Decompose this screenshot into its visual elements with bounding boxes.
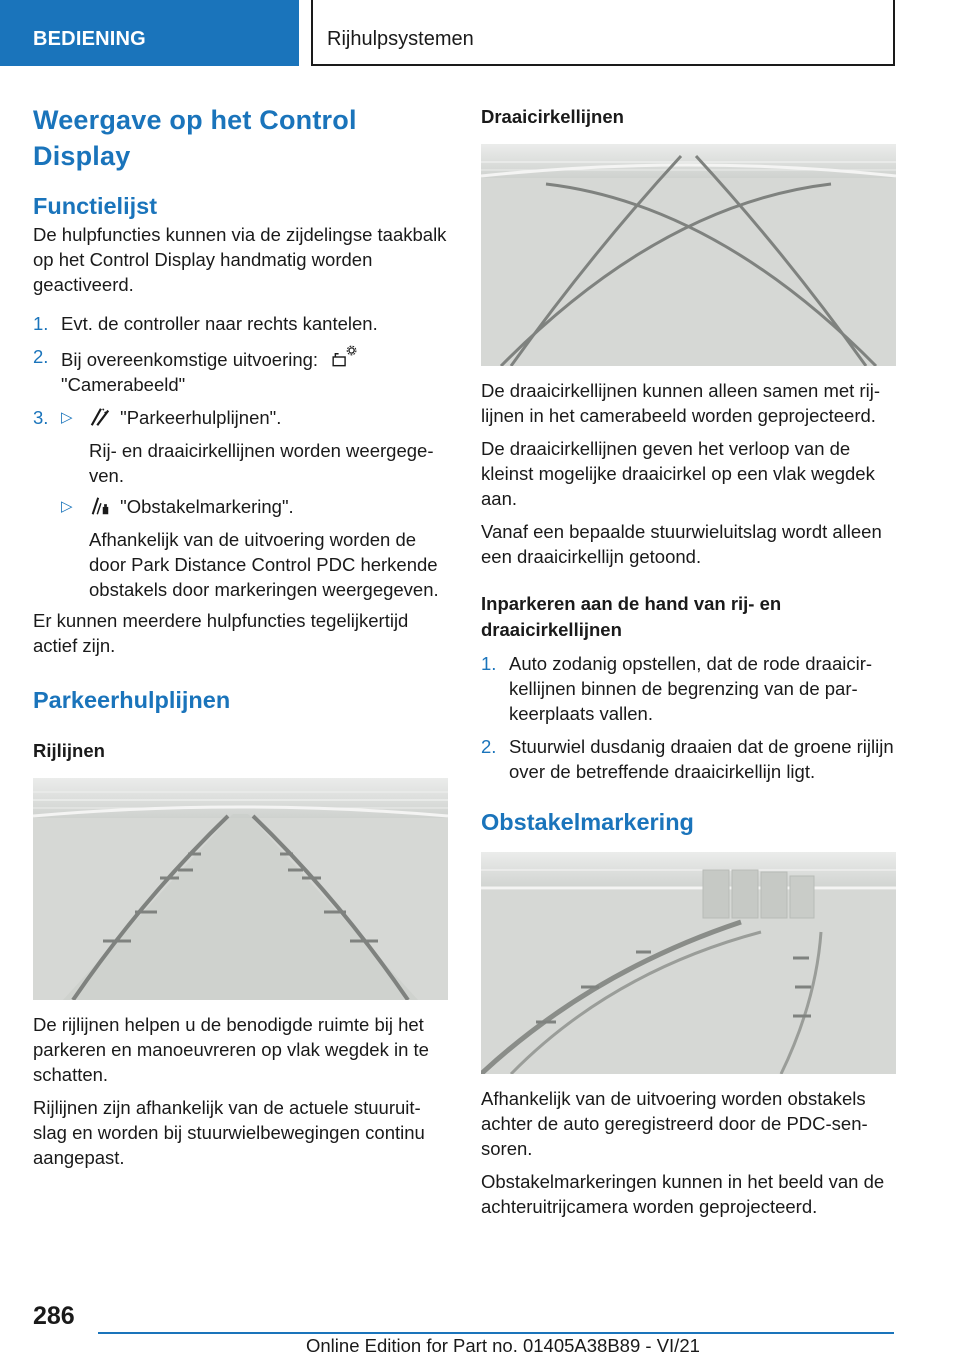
chapter-tab: Rijhulpsystemen	[311, 0, 895, 66]
inparkeren-steps	[481, 651, 896, 784]
right-column	[481, 100, 896, 1219]
list-item	[33, 344, 448, 397]
camera-settings-icon	[329, 344, 359, 370]
functielijst-steps	[33, 311, 448, 488]
step-number: 3.	[33, 407, 49, 428]
draai-text-2: De draaicirkellijnen geven het verloop van de kleinst mogelijke draaicirkel op een vlak wegdek aan.	[481, 438, 875, 509]
list-item	[481, 734, 896, 784]
draai-text-3: Vanaf een bepaalde stuurwieluitslag wordt alleen een draaicirkellijn getoond.	[481, 521, 882, 567]
step-number: 2.	[481, 736, 497, 757]
step-text: Stuurwiel dusdanig draaien dat de groene rijlijn over de betreffende draaicirkellijn ligt.	[509, 736, 894, 782]
triangle-bullet-icon: ▷	[61, 498, 73, 515]
left-column	[33, 100, 448, 1170]
page-number: 286	[33, 1302, 75, 1330]
functielijst-intro: De hulpfuncties kunnen via de zijdelingse taakbalk op het Control Display handmatig worden geactiveerd.	[33, 224, 447, 295]
rijlijnen-heading: Rijlijnen	[33, 740, 105, 761]
rijlijnen-text-2: Rijlijnen zijn afhankelijk van de actuele stuuruitslag en worden bij stuurwielbewegingen continu aangepast.	[33, 1097, 425, 1168]
rijlijnen-figure	[33, 778, 448, 1000]
list-item	[481, 651, 896, 726]
list-item	[33, 405, 448, 488]
option-description: Rij- en draaicirkellijnen worden weergegeven.	[89, 440, 434, 486]
triangle-bullet-icon: ▷	[61, 409, 73, 426]
step-text: Auto zodanig opstellen, dat de rode draaicirkellijnen binnen de begrenzing van de parkeerplaats vallen.	[509, 653, 873, 724]
option-label: "Parkeerhulplijnen".	[120, 407, 282, 428]
page-title: Weergave op het Control Display	[33, 105, 357, 171]
step-text: Bij overeenkomstige uitvoering:	[61, 349, 319, 370]
sub-option-obstakel	[61, 494, 448, 602]
parkeerhulplijnen-heading: Parkeerhulplijnen	[33, 687, 231, 713]
functielijst-heading: Functielijst	[33, 193, 158, 219]
step-number: 2.	[33, 346, 49, 367]
section-tab: BEDIENING	[0, 0, 299, 66]
inparkeren-heading: Inparkeren aan de hand van rij- en draaicirkellijnen	[481, 593, 782, 640]
obstakel-text-2: Obstakelmarkeringen kunnen in het beeld van de achteruitrijcamera worden geprojecteerd.	[481, 1171, 885, 1217]
functielijst-outro: Er kunnen meerdere hulpfuncties tegelijkertijd actief zijn.	[33, 610, 409, 656]
obstakelmarkering-heading: Obstakelmarkering	[481, 809, 694, 835]
step-text: Evt. de controller naar rechts kantelen.	[61, 313, 378, 334]
rijlijnen-text-1: De rijlijnen helpen u de benodigde ruimte bij het parkeren en manoeuvreren op vlak wegdek in te schatten.	[33, 1014, 429, 1085]
obstakel-text-1: Afhankelijk van de uitvoering worden obstakels achter de auto geregistreerd door de PDC-sensoren.	[481, 1088, 868, 1159]
draai-text-1: De draaicirkellijnen kunnen alleen samen met rijlijnen in het camerabeeld worden geprojecteerd.	[481, 380, 880, 426]
footer-edition: Online Edition for Part no. 01405A38B89 - VI/21	[306, 1335, 700, 1356]
draaicirkellijnen-figure	[481, 144, 896, 366]
obstakelmarkering-figure	[481, 852, 896, 1074]
draaicirkellijnen-heading: Draaicirkellijnen	[481, 106, 624, 127]
step-number: 1.	[481, 653, 497, 674]
step-number: 1.	[33, 313, 49, 334]
step-text-2: "Camerabeeld"	[61, 374, 186, 395]
parking-lines-icon	[89, 406, 111, 428]
obstacle-marker-icon	[89, 495, 111, 517]
list-item	[33, 311, 448, 336]
option-label: "Obstakelmarkering".	[120, 496, 294, 517]
footer-divider	[98, 1332, 894, 1334]
option-description: Afhankelijk van de uitvoering worden de door Park Distance Control PDC herkende obstakels door markeringen weergegeven.	[89, 529, 439, 600]
